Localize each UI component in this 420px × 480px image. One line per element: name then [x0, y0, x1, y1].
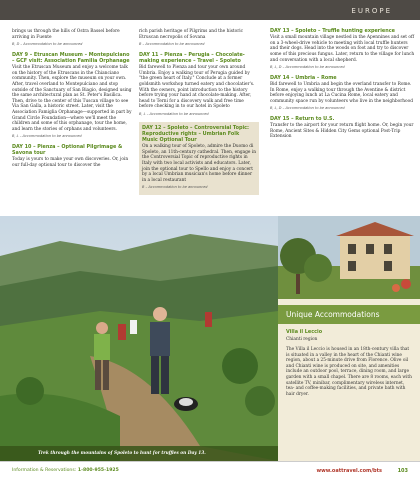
reservations-info — [12, 468, 119, 473]
day-meta: B, D – Accommodation to be announced — [12, 42, 83, 47]
day-text: Bid farewell to Pienza and tour your own around Umbria. Enjoy a walking tour of Perugia guided by "the green heart of Italy." Conclude at a former goldsmith workshop turned eatery and chocolatier's. With the owners, point introduction to the history before trying your hand at chocolate-making. After, head to Terni for a discovery walk and free time before checking in to our hotel in Spoleto — [139, 65, 255, 110]
accommodation-name: Villa il Leccio — [286, 329, 323, 335]
day-meta: B, L – Accommodation to be announced — [139, 111, 209, 116]
photo-caption: Trek through the mountains of Spoleto to hunt for truffles on Day 13. — [0, 446, 278, 461]
day-title: DAY 9 – Etruscan Museum – Montepulciano – GCF visit: Association Familia Orphanage — [12, 51, 130, 64]
day-continuation-text: brings us through the hills of Ostra Bassel before arriving in Fuente — [12, 29, 120, 40]
phone-number[interactable]: 1-800-955-1925 — [77, 468, 119, 473]
region-label: EUROPE — [351, 7, 392, 15]
day-text: Transfer to the airport for your return flight home. Or, begin your Rome, Ancient Sites & Hidden City Gems optional Post-Trip Extension — [270, 123, 414, 140]
reservations-label: Information & Reservations: — [12, 468, 77, 473]
day-title: DAY 14 – Umbria – Rome — [270, 74, 337, 81]
accommodation-location: Chianti region — [286, 337, 318, 342]
itinerary-column-1 — [12, 28, 132, 169]
day-meta: B, L – Accommodation to be announced — [12, 134, 82, 139]
day-continuation-text: rich parish heritage of Pilgrims and the historic Etruscan necropolis of Sovana — [139, 29, 244, 40]
day-title: DAY 11 – Pienza – Perugia – Chocolate-making experience – Travel – Spoleto — [139, 51, 245, 64]
itinerary-column-2 — [139, 28, 259, 195]
itinerary-column-3 — [270, 28, 415, 140]
accommodations-title: Unique Accommodations — [278, 305, 420, 324]
highlight-day-box — [139, 122, 259, 195]
day-text: On a walking tour of Spoleto, admire the Duomo di Spoleto, an 11th-century cathedral. Then, engage in the Controversial Topic of reproductive rights in Italy with two local activists and educators. Later, join the optional tour to Spello and enjoy a concert by a local Umbrian musician's home before dinner in a local restaurant — [142, 144, 256, 183]
day-title: DAY 15 – Return to U.S. — [270, 115, 335, 122]
day-meta: B – Accommodation to be announced — [139, 42, 205, 47]
day-meta: B, L, D – Accommodation to be announced — [270, 106, 345, 111]
day-text: Visit a small mountain village nestled in the Apennines and set off on a 3-wheel-drive vehicle to meeting with local truffle hunters and their dogs. Head into the woods on foot and try to discover some of this precious fungus. Later, return to the village for lunch and conversation with a local shepherd. — [270, 35, 415, 63]
website-link[interactable]: www.oattravel.com/bts — [316, 468, 382, 474]
accommodations-box — [278, 299, 420, 461]
day-title: DAY 13 – Spoleto – Truffle hunting experience — [270, 28, 395, 34]
page-number: 103 — [397, 468, 408, 474]
day-meta: B – Accommodation to be announced — [142, 185, 208, 190]
hikers-photo — [0, 216, 278, 461]
villa-photo — [278, 216, 420, 299]
page-footer — [0, 461, 420, 480]
day-text: Today is yours to make your own discoveries. Or, join our full-day optional tour to discover the — [12, 157, 129, 168]
top-band — [0, 0, 420, 20]
accommodation-description: The Villa il Leccio is housed in an 18th-century villa that is situated in a valley in the heart of the Chianti wine region, about a 25-minute drive from Florence. Olive oil and Chianti wine is produced on site, and amenities include an outdoor pool, terrace, dining room, and large garden with a small chapel. There are 8 rooms, each with satellite TV, minibar, complimentary wireless internet, tea- and coffee-making facilities, and private bath with hair dryer. — [286, 347, 412, 397]
day-text: Visit the Etruscan Museum and enjoy a welcome talk on the history of the Etruscans in the Chianciano community. Then, explore the museum on your own. After, travel overland to Montepulciano and stop outside of the Sanctuary of San Biagio, designed using the same architectural plan as St. Peter's Basilica. Then, drive to the center of this Tuscan village to see Via San Galla, a historic street. Later, visit the Association Famiglia Orphanage—supported in part by Grand Circle Foundation—where we'll meet the children and some of this orphanage, tour the home, and learn the stories of orphans and volunteers. — [12, 65, 132, 132]
day-text: Bid farewell to Umbria and begin the overland transfer to Rome. In Rome, enjoy a walking tour through the Aventine & district before enjoying lunch at La Cucina Rome, local eatery and community space run by volunteers who live in the neighborhood — [270, 81, 413, 104]
day-title: DAY 12 – Spoleto – Controversial Topic: Reproductive rights – Umbrian Folk Music Optional Tour — [142, 124, 250, 143]
day-title: DAY 10 – Pienza – Optional Pilgrimage & Savona tour — [12, 143, 123, 157]
day-meta: B, L, D – Accommodation to be announced — [270, 65, 345, 70]
